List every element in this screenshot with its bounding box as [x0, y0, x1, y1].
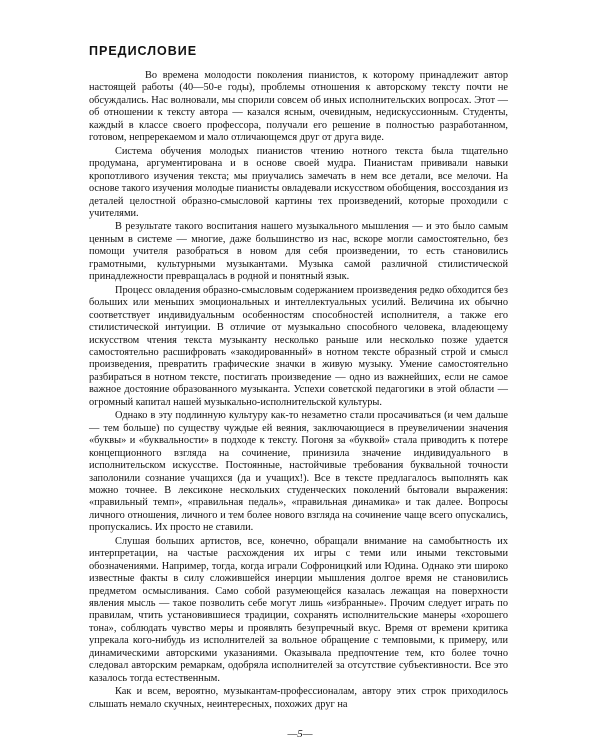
paragraph: Система обучения молодых пианистов чтению нотного текста была тщательно продумана, аргументирована и в основе своей мудра. Пианистам прививали навыки кропотливого изучения текста; мы приучались замечать в нем все детали, все мелочи. На основе такого изучения молодые пианисты овладевали искусством обобщения, воссоздания из деталей целостной образно-смысловой картины тех произведений, которые проходили с учителями.	[89, 145, 508, 219]
page-number: —5—	[287, 728, 313, 740]
body-text	[89, 70, 508, 712]
paragraph: В результате такого воспитания нашего музыкального мышления — и это было самым ценным в системе — многие, даже большинство из нас, вскоре могли самостоятельно, без помощи учителя разобраться в новом для себя произведении, то есть становились грамотными, культурными музыкантами. Музыка самой различной стилистической принадлежности превращалась в родной и понятный язык.	[89, 221, 508, 283]
page-title: ПРЕДИСЛОВИЕ	[89, 44, 198, 58]
paragraph: Слушая больших артистов, все, конечно, обращали внимание на самобытность их интерпретации, на частые расхождения их игры с теми или иными текстовыми обозначениями. Например, тогда, когда играли Софроницкий или Юдина. Однако эти широко известные факты в силу сложившейся инерции мышления долгое время не становились предметом осмысливания. Само собой разумеющейся казалась лежащая на поверхности явления мысль — такое позволить себе могут лишь «избранные». Прочим следует играть по правилам, чтить установившиеся традиции, сохранять исполнительские манеры «хорошего тона», соблюдать чувство меры и проявлять безупречный вкус. Время от времени критика упрекала кого-нибудь из исполнителей за вольное обращение с темповыми, к примеру, или динамическими авторскими указаниями. Оказывала предпочтение тем, кто более точно следовал авторским ремаркам, одобряла исполнителей за отсутствие субъективности. Все это казалось тогда естественным.	[89, 535, 508, 684]
paragraph: Однако в эту подлинную культуру как-то незаметно стали просачиваться (и чем дальше — тем больше) по существу чуждые ей веяния, заключающиеся в преувеличении значения «буквы» и «буквальности» в подходе к тексту. Погоня за «буквой» стала приводить к потере концепционного взгляда на сочинение, принизила значение индивидуального в исполнительском искусстве. Постоянные, настойчивые требования буквальной точности заполонили сознание учащихся (да и учащих!). Все в тексте предлагалось выполнять как можно точнее. В лексиконе нескольких студенческих поколений бытовали выражения: «правильный темп», «правильная педаль», «правильная динамика» и так далее. Вопросы личного отношения, личного и тем более нового взгляда на сочинение чаще всего опускались, пропускались. Их просто не ставили.	[89, 410, 508, 534]
paragraph: Как и всем, вероятно, музыкантам-профессионалам, автору этих строк приходилось слышать немало скучных, неинтересных, похожих друг на	[89, 686, 508, 710]
paragraph: Процесс овладения образно-смысловым содержанием произведения редко обходится без больших или меньших эмоциональных и интеллектуальных усилий. Величина их обычно соответствует индивидуальным особенностям способностей исполнителя, а также его стилистической интуиции. В отличие от музыкально способного человека, владеющему искусством чтения текста музыканту несколько раньше или несколько позже удается самостоятельно расшифровать «закодированный» в нотном тексте образный строй и смысл произведения, превратить графические значки в живую музыку. Умение самостоятельно разбираться в нотном тексте, постигать произведение — одно из важнейших, если не самое важное достояние образованного музыканта. Успехи советской педагогики в этой области — огромный капитал нашей музыкально-исполнительской культуры.	[89, 284, 508, 408]
paragraph: Во времена молодости поколения пианистов, к которому принадлежит автор настоящей работы (40—50-е годы), проблемы отношения к авторскому тексту почти не обсуждались. Нас волновали, мы спорили совсем об иных исполнительских вопросах. Этот — об отношении к тексту автора — казался ясным, очевидным, недискуссионным. Студенты, каждый в классе своего профессора, получали его решение в полностью разработанном, готовом, непререкаемом и мало отличающемся друг от друга виде.	[89, 70, 508, 144]
